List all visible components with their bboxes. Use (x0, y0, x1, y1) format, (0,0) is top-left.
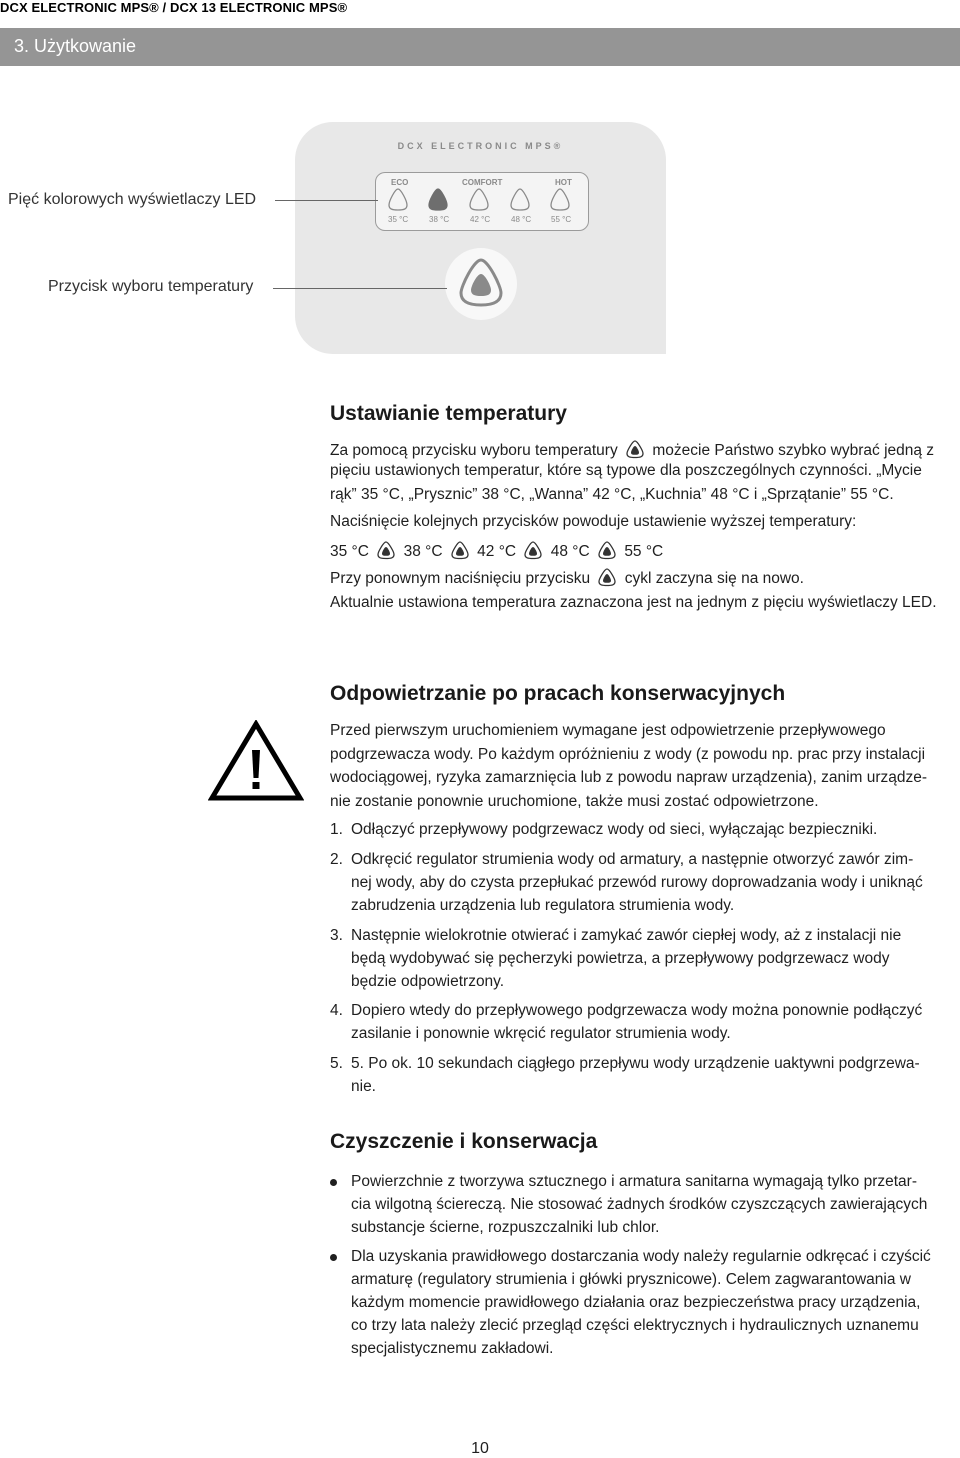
list-item-text (351, 924, 951, 993)
page-number: 10 (471, 1440, 489, 1457)
list-item-text (351, 1052, 951, 1098)
warning-icon (208, 720, 304, 802)
callout-line (275, 200, 378, 201)
led-indicator-35 (389, 189, 407, 210)
text-line: armaturę (regulatory strumienia i główki prysznicowe). Celem zagwarantowania w (351, 1271, 911, 1288)
heading-cleaning: Czyszczenie i konserwacja (330, 1130, 598, 1153)
text-line: zasilanie i ponownie wkręcić regulator strumienia wody. (351, 1025, 731, 1042)
led-mode-eco: ECO (391, 178, 409, 187)
list-item-text (351, 1245, 951, 1360)
paragraph-line: nie zostanie ponownie uruchomione, także musi zostać odpowietrzone. (330, 792, 819, 810)
text-line: specjalistycznemu zakładowi. (351, 1340, 554, 1357)
led-indicators (380, 186, 580, 214)
paragraph-line: Naciśnięcie kolejnych przycisków powoduje ustawienie wyższej temperatury: (330, 513, 857, 530)
list-item-number: 5. (330, 1055, 343, 1072)
heading-temperature-setting: Ustawianie temperatury (330, 402, 567, 425)
paragraph-line: pięciu ustawionych temperatur, które są typowe dla poszczególnych czynności. „Mycie (330, 462, 922, 479)
temperature-button-icon (445, 248, 517, 320)
led-temp-label: 38 °C (429, 215, 450, 224)
panel-model-label: DCX ELECTRONIC MPS® (397, 141, 564, 151)
led-mode-comfort: COMFORT (462, 178, 503, 187)
text-line: będą wydobywać się pęcherzyki powietrza, a przepływowy podgrzewacz wody (351, 950, 890, 967)
temperature-button-icon (597, 567, 617, 587)
section-bar (0, 28, 960, 66)
text-line: Odkręcić regulator strumienia wody od armatury, a następnie otworzyć zawór zim- (351, 851, 914, 868)
text-line: Odłączyć przepływowy podgrzewacz wody od sieci, wyłączając bezpieczniki. (351, 821, 878, 838)
temperature-button-icon (450, 540, 470, 560)
text-line: nie. (351, 1078, 376, 1095)
led-temp-label: 35 °C (388, 215, 409, 224)
callout-line (273, 288, 447, 289)
text-span: cykl zaczyna się na nowo. (624, 570, 804, 587)
text-line: każdym momencie prawidłowego działania oraz bezpieczeństwa pracy urządzenia, (351, 1294, 921, 1311)
led-indicator-38 (429, 189, 447, 210)
led-indicator-48 (511, 189, 529, 210)
led-indicator-42 (470, 189, 488, 210)
temperature-button-icon (523, 540, 543, 560)
paragraph-line: rąk” 35 °C, „Prysznic” 38 °C, „Wanna” 42 °C, „Kuchnia” 48 °C i „Sprzątanie” 55 °C. (330, 486, 894, 503)
temperature-button-icon (597, 540, 617, 560)
text-line: cia wilgotną ściereczą. Nie stosować żadnych środków czyszczących zawierających (351, 1196, 928, 1213)
paragraph-line: podgrzewacza wody. Po każdym opróżnieniu z wody (z powodu np. prac przy instalacji (330, 745, 926, 763)
list-item-number: 4. (330, 1002, 343, 1019)
sequence-temp: 48 °C (550, 543, 590, 560)
list-item-text (351, 818, 951, 841)
led-temp-label: 42 °C (470, 215, 491, 224)
callout-led-displays: Pięć kolorowych wyświetlaczy LED (8, 191, 257, 208)
text-line: zabrudzenia urządzenia lub regulatora strumienia wody. (351, 897, 735, 914)
text-line: Dopiero wtedy do przepływowego podgrzewacza wody można ponownie podłączyć (351, 1002, 923, 1019)
list-item-text (351, 1170, 951, 1239)
sequence-temp: 38 °C (403, 543, 443, 560)
text-line: nej wody, aby do czysta przepłukać przewód rurowy doprowadzania wody i uniknąć (351, 874, 923, 891)
document-title: DCX ELECTRONIC MPS® / DCX 13 ELECTRONIC MPS® (0, 0, 348, 15)
temperature-select-button[interactable] (445, 248, 517, 320)
text-span: Przy ponownym naciśnięciu przycisku (330, 570, 591, 587)
led-temp-label: 55 °C (551, 215, 572, 224)
text-span: możecie Państwo szybko wybrać jedną z (652, 442, 935, 459)
list-item-number: 1. (330, 821, 343, 838)
text-line: co trzy lata należy zlecić przegląd części elektrycznych i hydraulicznych uznanemu (351, 1317, 919, 1334)
list-item-text (351, 848, 951, 917)
list-item-number: 2. (330, 851, 343, 868)
text-line: Dla uzyskania prawidłowego dostarczania wody należy regularnie odkręcać i czyścić (351, 1248, 931, 1265)
temperature-sequence (330, 540, 663, 561)
text-line: będzie odpowietrzony. (351, 973, 505, 990)
text-span: Za pomocą przycisku wyboru temperatury (330, 442, 618, 459)
callout-temperature-button: Przycisk wyboru temperatury (48, 278, 254, 295)
list-item-number: 3. (330, 927, 343, 944)
sequence-temp: 35 °C (330, 543, 369, 560)
heading-venting: Odpowietrzanie po pracach konserwacyjnych (330, 682, 786, 705)
bullet-icon (330, 1179, 337, 1186)
led-mode-hot: HOT (555, 178, 572, 187)
text-line: 5. Po ok. 10 sekundach ciągłego przepływu wody urządzenie uaktywni podgrzewa- (351, 1055, 920, 1072)
bullet-icon (330, 1254, 337, 1261)
text-line: Powierzchnie z tworzywa sztucznego i armatura sanitarna wymagają tylko przetar- (351, 1173, 917, 1190)
sequence-temp: 55 °C (624, 543, 664, 560)
led-indicator-55 (551, 189, 569, 210)
section-title: 3. Użytkowanie (14, 36, 137, 56)
temperature-button-icon (625, 439, 645, 459)
text-line: substancje ścierne, rozpuszczalniki lub chlor. (351, 1219, 660, 1236)
temperature-button-icon (376, 540, 396, 560)
paragraph-line (330, 439, 934, 460)
paragraph-line: Aktualnie ustawiona temperatura zaznaczona jest na jednym z pięciu wyświetlaczy LED. (330, 594, 937, 611)
sequence-temp: 42 °C (477, 543, 517, 560)
paragraph-line: Przed pierwszym uruchomieniem wymagane jest odpowietrzenie przepływowego (330, 722, 886, 739)
paragraph-line (330, 567, 804, 588)
led-temp-label: 48 °C (511, 215, 532, 224)
paragraph-line: wodociągowej, ryzyka zamarznięcia lub z powodu napraw urządzenia), zanim urządze- (330, 769, 928, 786)
text-line: Następnie wielokrotnie otwierać i zamykać zawór ciepłej wody, aż z instalacji nie (351, 927, 902, 944)
list-item-text (351, 999, 951, 1045)
